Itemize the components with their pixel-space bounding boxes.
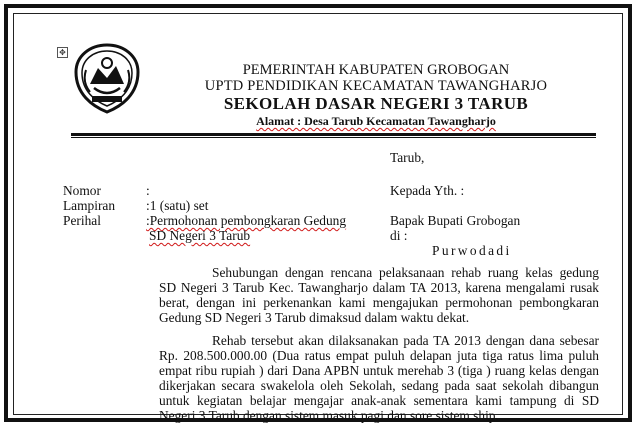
perihal-value-line1: :Permohonan pembongkaran Gedung <box>146 213 347 228</box>
regency-emblem-logo <box>72 42 142 114</box>
body-line: Rehab tersebut akan dilaksanakan pada TA 2013 dengan dana sebesar <box>212 333 599 348</box>
letterhead-government: PEMERINTAH KABUPATEN GROBOGAN <box>242 62 510 78</box>
perihal-label: Perihal <box>63 213 101 228</box>
lampiran-label: Lampiran <box>63 198 116 213</box>
body-line: SD Negeri 3 Tarub Kec. Tawangharjo dalam TA 2013, karena mengalami rusak <box>159 280 599 295</box>
recipient-kepada: Kepada Yth. : <box>390 183 465 198</box>
body-line: Gedung SD Negeri 3 Tarub dimaksud dalam waktu dekat. <box>159 310 470 325</box>
body-line: Negeri 3 Tarub dengan sistem masuk pagi dan sore sistem ship. <box>159 408 499 423</box>
nomor-label: Nomor <box>63 183 101 198</box>
letter-place: Tarub, <box>390 150 425 165</box>
letterhead <box>166 62 586 129</box>
move-anchor-icon[interactable]: ✥ <box>57 47 68 58</box>
recipient-name: Bapak Bupati Grobogan <box>390 213 521 228</box>
body-line: Sehubungan dengan rencana pelaksanaan rehab ruang kelas gedung <box>212 265 599 280</box>
body-line: untuk kegiatan belajar mengajar anak-anak sementara kami tampung di SD <box>159 393 599 408</box>
body-line: empat ribu rupiah ) dari Dana APBN untuk merehab 3 (tiga ) ruang kelas dengan <box>159 363 599 378</box>
body-paragraph-2 <box>159 333 599 423</box>
letterhead-rule-thin <box>71 137 596 138</box>
recipient-di: di : <box>390 228 408 243</box>
body-line: dikerjakan secara swakelola oleh Sekolah, sedang pada saat sekolah dibangun <box>159 378 599 393</box>
lampiran-value: :1 (satu) set <box>146 198 209 213</box>
letterhead-school: SEKOLAH DASAR NEGERI 3 TARUB <box>223 94 529 113</box>
letterhead-rule-thick <box>71 133 596 136</box>
letter-page <box>16 16 621 423</box>
perihal-value-line2: SD Negeri 3 Tarub <box>149 228 251 243</box>
recipient-city: Purwodadi <box>432 243 512 258</box>
body-paragraph-1 <box>159 265 599 325</box>
letterhead-address: Alamat : Desa Tarub Kecamatan Tawangharjo <box>256 114 496 128</box>
body-line: Rp. 208.500.000.00 (Dua ratus empat puluh delapan juta tiga ratus lima puluh <box>159 348 599 363</box>
body-line: berat, dengan ini perkenankan kami mengajukan permohonan pembongkaran <box>159 295 599 310</box>
nomor-value: : <box>146 183 150 198</box>
letterhead-agency: UPTD PENDIDIKAN KECAMATAN TAWANGHARJO <box>204 78 548 94</box>
